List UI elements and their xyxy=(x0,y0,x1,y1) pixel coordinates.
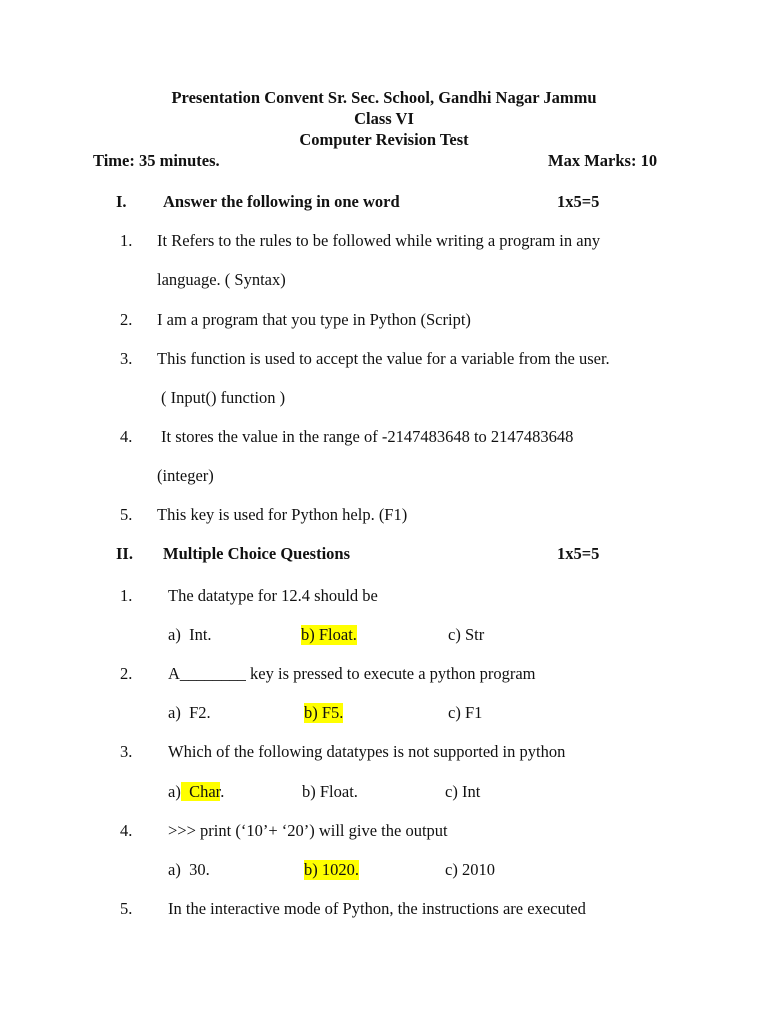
mcq1-text: The datatype for 12.4 should be xyxy=(168,586,378,605)
max-marks-label: Max Marks: 10 xyxy=(548,151,658,170)
test-title: Computer Revision Test xyxy=(299,130,469,149)
time-label: Time: 35 minutes. xyxy=(93,151,220,170)
mcq4-option-b-answer: b) 1020. xyxy=(304,860,359,879)
mcq3-option-a-answer xyxy=(168,782,224,802)
option-prefix: a) xyxy=(168,782,181,801)
section-2-marks: 1x5=5 xyxy=(557,544,600,563)
section-1-numeral: I. xyxy=(116,192,127,211)
q1-text: It Refers to the rules to be followed while writing a program in any xyxy=(157,231,601,250)
q3-number: 3. xyxy=(120,349,133,368)
mcq3-number: 3. xyxy=(120,742,133,761)
mcq2-option-a xyxy=(168,703,211,723)
q3-text: This function is used to accept the value for a variable from the user. xyxy=(157,349,610,368)
section-1-title: Answer the following in one word xyxy=(163,192,400,211)
mcq4-option-a xyxy=(168,860,210,880)
option-prefix: a) xyxy=(168,860,190,879)
section-2-title: Multiple Choice Questions xyxy=(163,544,351,563)
q5-text: This key is used for Python help. (F1) xyxy=(157,505,408,524)
section-1-marks: 1x5=5 xyxy=(557,192,600,211)
mcq3-text: Which of the following datatypes is not supported in python xyxy=(168,742,566,761)
option-prefix: a) xyxy=(168,703,190,722)
q4-text-cont: (integer) xyxy=(157,466,214,485)
mcq5-number: 5. xyxy=(120,899,133,918)
q1-number: 1. xyxy=(120,231,133,250)
option-text: Int. xyxy=(189,625,212,644)
q1-text-cont: language. ( Syntax) xyxy=(157,270,286,289)
option-prefix: a) xyxy=(168,625,190,644)
mcq1-option-c: c) Str xyxy=(448,625,485,644)
q4-number: 4. xyxy=(120,427,133,446)
option-suffix: . xyxy=(220,782,225,801)
mcq2-option-b-answer: b) F5. xyxy=(304,703,344,722)
mcq2-number: 2. xyxy=(120,664,133,683)
mcq5-text: In the interactive mode of Python, the instructions are executed xyxy=(168,899,586,918)
mcq1-option-a xyxy=(168,625,212,645)
mcq2-text: A________ key is pressed to execute a python program xyxy=(168,664,536,683)
q5-number: 5. xyxy=(120,505,133,524)
mcq3-option-c: c) Int xyxy=(445,782,481,801)
option-text: F2. xyxy=(189,703,211,722)
class-label: Class VI xyxy=(354,109,414,128)
mcq1-option-b-answer: b) Float. xyxy=(301,625,357,644)
school-name: Presentation Convent Sr. Sec. School, Gandhi Nagar Jammu xyxy=(171,88,597,107)
mcq4-text: >>> print (‘10’+ ‘20’) will give the output xyxy=(168,821,448,840)
q2-text: I am a program that you type in Python (Script) xyxy=(157,310,471,329)
mcq3-option-b: b) Float. xyxy=(302,782,358,801)
mcq1-number: 1. xyxy=(120,586,133,605)
option-text-highlight: Char xyxy=(180,782,221,801)
section-2-numeral: II. xyxy=(116,544,133,563)
mcq4-option-c: c) 2010 xyxy=(445,860,495,879)
mcq2-option-c: c) F1 xyxy=(448,703,483,722)
option-text: 30. xyxy=(189,860,210,879)
q3-text-cont: ( Input() function ) xyxy=(161,388,286,407)
q2-number: 2. xyxy=(120,310,133,329)
q4-text: It stores the value in the range of -2147483648 to 2147483648 xyxy=(161,427,574,446)
mcq4-number: 4. xyxy=(120,821,133,840)
